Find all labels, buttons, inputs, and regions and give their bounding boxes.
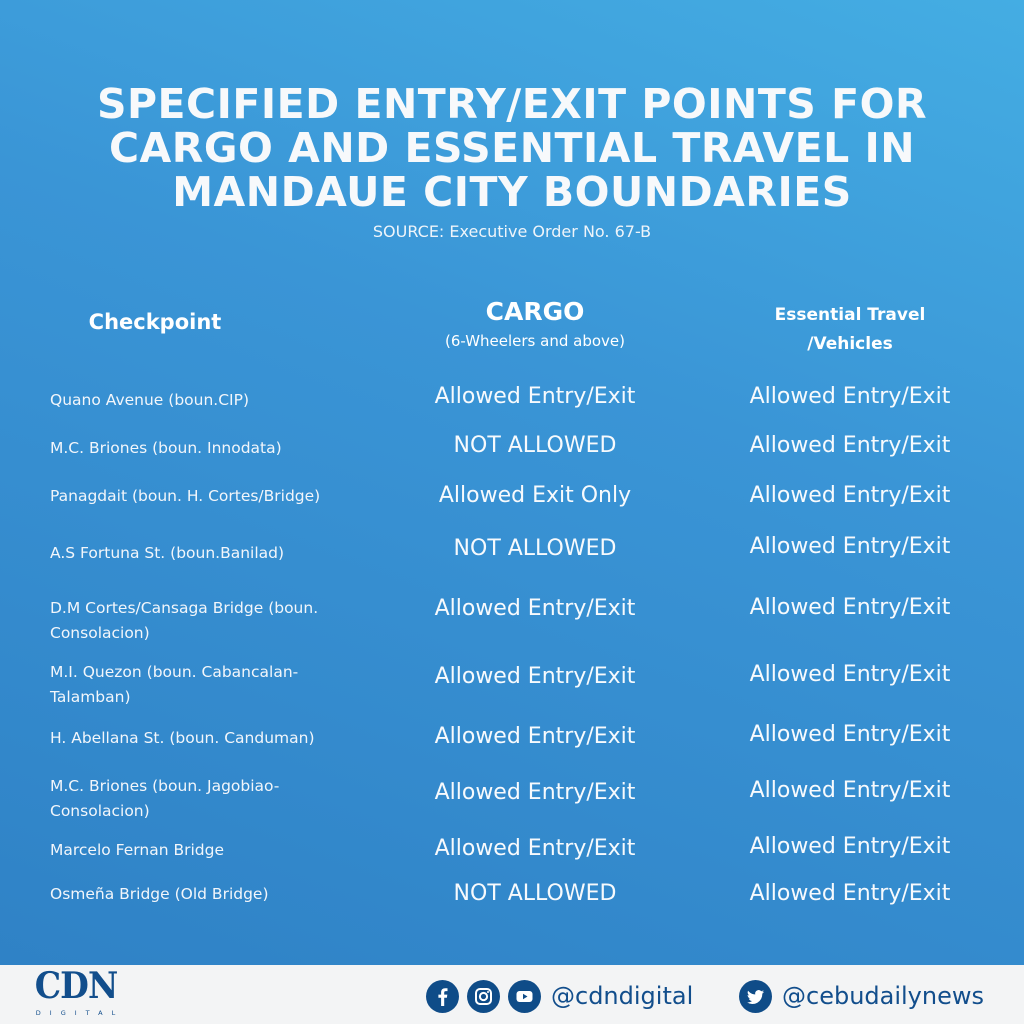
cargo-cell: Allowed Entry/Exit (434, 780, 636, 805)
cargo-cell: Allowed Exit Only (438, 483, 632, 508)
twitter-icon[interactable] (739, 980, 772, 1013)
cdn-digital-logo[interactable] (26, 967, 126, 1017)
essential-cell: Allowed Entry/Exit (749, 433, 951, 458)
title-line: MANDAUE CITY BOUNDARIES (172, 168, 852, 216)
checkpoint-cell: M.I. Quezon (boun. Cabancalan-Talamban) (50, 663, 299, 706)
handle-cdndigital[interactable]: @cdndigital (551, 982, 694, 1010)
essential-cell: Allowed Entry/Exit (749, 483, 951, 508)
cargo-cell: Allowed Entry/Exit (434, 596, 636, 621)
essential-cell: Allowed Entry/Exit (749, 778, 951, 803)
cargo-cell: Allowed Entry/Exit (434, 724, 636, 749)
column-header-essential (720, 301, 980, 359)
page-title (0, 82, 1024, 214)
footer (0, 965, 1024, 1024)
essential-cell: Allowed Entry/Exit (749, 722, 951, 747)
essential-cell: Allowed Entry/Exit (749, 881, 951, 906)
handle-cebudailynews[interactable]: @cebudailynews (782, 982, 984, 1010)
source-note: SOURCE: Executive Order No. 67-B (372, 222, 652, 241)
column-subheader-cargo: (6-Wheelers and above) (445, 332, 625, 350)
essential-cell: Allowed Entry/Exit (749, 534, 951, 559)
cargo-cell: Allowed Entry/Exit (434, 384, 636, 409)
column-header-essential-line: /Vehicles (807, 334, 893, 354)
checkpoint-cell: Marcelo Fernan Bridge (50, 841, 224, 859)
cargo-cell: Allowed Entry/Exit (434, 664, 636, 689)
title-line: SPECIFIED ENTRY/EXIT POINTS FOR (96, 80, 928, 128)
essential-cell: Allowed Entry/Exit (749, 595, 951, 620)
checkpoint-cell: H. Abellana St. (boun. Canduman) (50, 729, 315, 747)
checkpoint-cell: A.S Fortuna St. (boun.Banilad) (50, 544, 285, 562)
essential-cell: Allowed Entry/Exit (749, 384, 951, 409)
social-group-cdndigital (426, 979, 693, 1013)
column-header-essential-line: Essential Travel (774, 305, 926, 325)
instagram-icon[interactable] (467, 980, 500, 1013)
social-group-cebudailynews (739, 979, 984, 1013)
column-header-checkpoint: Checkpoint (88, 310, 222, 334)
essential-cell: Allowed Entry/Exit (749, 662, 951, 687)
checkpoint-cell: Panagdait (boun. H. Cortes/Bridge) (50, 487, 321, 505)
logo-main-text: CDN (34, 965, 118, 1007)
checkpoint-cell: D.M Cortes/Cansaga Bridge (boun. Consolacion) (50, 599, 319, 642)
column-header-cargo: CARGO (485, 297, 585, 326)
checkpoint-cell: M.C. Briones (boun. Jagobiao-Consolacion) (50, 777, 280, 820)
checkpoint-cell: Osmeña Bridge (Old Bridge) (50, 885, 269, 903)
cargo-cell: Allowed Entry/Exit (434, 836, 636, 861)
cargo-cell: NOT ALLOWED (453, 881, 617, 906)
checkpoint-cell: M.C. Briones (boun. Innodata) (50, 439, 282, 457)
essential-cell: Allowed Entry/Exit (749, 834, 951, 859)
cargo-cell: NOT ALLOWED (453, 536, 617, 561)
cargo-cell: NOT ALLOWED (453, 433, 617, 458)
title-line: CARGO AND ESSENTIAL TRAVEL IN (108, 124, 916, 172)
logo-sub-text: DIGITAL (35, 1009, 125, 1017)
facebook-icon[interactable] (426, 980, 459, 1013)
youtube-icon[interactable] (508, 980, 541, 1013)
checkpoint-cell: Quano Avenue (boun.CIP) (50, 391, 250, 409)
